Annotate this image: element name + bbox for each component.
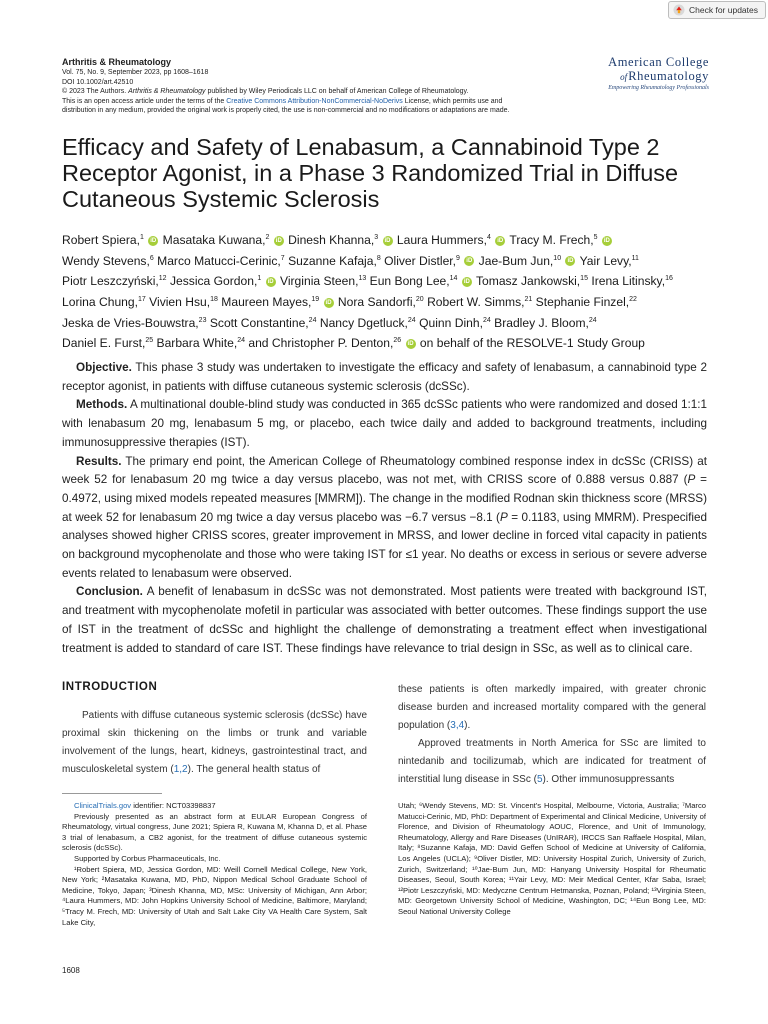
logo-line-1: American College — [608, 55, 709, 69]
logo-tagline: Empowering Rheumatology Professionals — [608, 85, 709, 91]
abstract-results: Results. The primary end point, the American College of Rheumatology combined response index in dcSSc (CRISS) at week 52 for lenabasum 20 mg twice a day versus placebo, was not met, with CRISS score of 0.888 versus 0.887 (P = 0.4972, using mixed models repeated measures [MMRM]). The change in the modified Rodnan skin thickness score (MRSS) at week 52 for lenabasum 20 mg twice a day versus placebo was −6.7 versus −8.1 (P = 0.1183, using MMRM). Prespecified analyses showed higher CRISS scores, greater improvement in MRSS, and lower decline in forced vital capacity in patients on background mycophenolate and those who were taking IST for ≤1 year. No deaths or excess in serious or severe adverse events related to lenabasum were observed. — [62, 454, 708, 580]
logo-line-2: ofRheumatology — [620, 69, 709, 83]
journal-name: Arthritis & Rheumatology — [62, 57, 172, 67]
license-line: This is an open access article under the terms of the Creative Commons Attribution-NonCommercial-NoDerivs License, which permits use and — [62, 97, 503, 105]
affiliations-left: ¹Robert Spiera, MD, Jessica Gordon, MD: Weill Cornell Medical College, New York, New York; ²Masataka Kuwana, MD, PhD, Nippon Medical School Graduate School of Medicine, Tokyo, Japan; ³Dinesh Khanna, MD, MSc: University of Michigan, Ann Arbor; ⁴Laura Hummers, MD: John Hopkins University School of Medicine, Baltimore, Maryland; ⁵Tracy M. Frech, MD: University of Utah and Salt Lake City VA Health Care System, Salt Lake City, — [62, 864, 367, 927]
article-title: Efficacy and Safety of Lenabasum, a Cannabinoid Type 2 Receptor Agonist, in a Phase 3 Randomized Trial in Diffuse Cutaneous Systemic Sclerosis — [62, 134, 679, 212]
presented-note: Previously presented as an abstract form at EULAR European Congress of Rheumatology, virtual congress, June 2021; Spiera R, Kuwana M, Khanna D, et al. Phase 3 trial of lenabasum, a CB2 agonist, for the treatment of diffuse cutaneous systemic sclerosis (dcSSc). — [62, 811, 367, 853]
abstract-objective: Objective. This phase 3 study was undertaken to investigate the efficacy and safety of lenabasum, a cannabinoid type 2 receptor agonist, in patients with diffuse cutaneous systemic sclerosis (dcSSc). — [62, 361, 707, 393]
footnotes-left — [62, 801, 367, 928]
trial-identifier: ClinicalTrials.gov identifier: NCT03398837 — [74, 801, 216, 810]
orcid-icon[interactable]: iD — [407, 340, 414, 347]
license-line-2: distribution in any medium, provided the original work is properly cited, the use is non-commercial and no modifications or adaptations are made. — [62, 107, 510, 115]
footnote-divider — [62, 793, 162, 794]
copyright-line: © 2023 The Authors. Arthritis & Rheumatology published by Wiley Periodicals LLC on behalf of American College of Rheumatology. — [62, 88, 469, 96]
article-meta — [62, 57, 622, 116]
orcid-icon[interactable]: iD — [567, 258, 574, 265]
license-link[interactable]: Creative Commons Attribution-NonCommercial-NoDerivs — [226, 97, 403, 105]
volume-info: Vol. 75, No. 9, September 2023, pp 1608–1618 — [62, 69, 209, 76]
orcid-icon[interactable]: iD — [497, 237, 504, 244]
reference-link[interactable]: 3,4 — [450, 720, 465, 731]
orcid-icon[interactable]: iD — [384, 237, 391, 244]
check-updates-label: Check for updates — [689, 5, 758, 15]
reference-link[interactable]: 5 — [536, 774, 543, 785]
orcid-icon[interactable]: iD — [275, 237, 282, 244]
affiliations-right: Utah; ⁶Wendy Stevens, MD: St. Vincent's Hospital, Melbourne, Victoria, Australia; ⁷Marco Matucci-Cerinic, MD, PhD: Department of Experimental and Clinical Medicine, University of Florence, and Division of Rheumatology AOUC, Florence, and Unit of Immunology, Rheumatology, Allergy and Rare Diseases (UnIRAR), IRCCS San Raffaele Hospital, Milan, Italy; ⁸Suzanne Kafaja, MD: David Geffen School of Medicine at University of California, Los Angeles (UCLA); ⁹Oliver Distler, MD: University Hospital Zurich, University of Zurich, Zurich, Switzerland; ¹⁰Jae-Bum Jun, MD: Hanyang University Hospital for Rheumatic Diseases, Seoul, South Korea; ¹¹Yair Levy, MD: Meir Medical Center, Kfar Saba, Israel; ¹²Piotr Leszczyński, MD: Medyczne Centrum Hetmanska, Poznan, Poland; ¹³Virginia Steen, MD: Georgetown University School of Medicine, Washington, DC; ¹⁴Eun Bong Lee, MD: Seoul National University College — [398, 801, 706, 916]
study-group: on behalf of the RESOLVE-1 Study Group — [419, 336, 645, 351]
orcid-icon[interactable]: iD — [267, 279, 274, 286]
acr-logo — [579, 55, 709, 92]
orcid-icon[interactable]: iD — [150, 237, 157, 244]
check-updates-icon — [673, 4, 685, 16]
orcid-icon[interactable]: iD — [466, 258, 473, 265]
clinicaltrials-link[interactable]: ClinicalTrials.gov — [74, 801, 132, 810]
reference-link[interactable]: 1,2 — [173, 764, 188, 775]
author-list: Robert Spiera,$^1$ iD Masataka Kuwana,$^2$ iD Dinesh Khanna,$^3$ iD Laura Hummers,$^4$ iD Tracy M. Frech,$^5$ iD Wendy Stevens,$^6$ Marco Matucci-Cerinic,$^7$ Suzanne Kafaja,$^8$ Oliver Distler,$^9$ iD Jae-Bum Jun,$^{10}$ iD Yair Levy,$^{11}$ Piotr Leszczyński,$^{12}$ Jessica Gordon,$^1$ iD Virginia Steen,$^{13}$ Eun Bong Lee,$^{14}$ iD Tomasz Jankowski,$^{15}$ Irena Litinsky,$^{16}$ Lorina Chung,$^{17}$ Vivien Hsu,$^{18}$ Maureen Mayes,$^{19}$ iD Nora Sandorfi,$^{20}$ Robert W. Simms,$^{21}$ Stephanie Finzel,$^{22}$ Jeska de Vries-Bouwstra,$^{23}$ Scott Constantine,$^{24}$ Nancy Dgetluck,$^{24}$ Quinn Dinh,$^{24}$ Bradley J. Bloom,$^{24}$ Daniel E. Furst,$^{25}$ Barbara White,$^{24}$ and Christopher P. Denton,$^{26}$ iD on behalf of the RESOLVE-1 Study Group — [62, 233, 673, 351]
intro-paragraph-1: Patients with diffuse cutaneous systemic sclerosis (dcSSc) have proximal skin thickening on the limbs or trunk and variable involvement of the lungs, heart, kidneys, gastrointestinal tract, and musculoskeletal system (1,2). The general health status of — [62, 710, 367, 775]
orcid-icon[interactable]: iD — [325, 299, 332, 306]
abstract-conclusion: Conclusion. A benefit of lenabasum in dcSSc was not demonstrated. Most patients were treated with background IST, and treatment with mycophenolate mofetil in particular was associated with better outcomes. These findings support the use of IST in the treatment of dcSSc and highlight the challenge of demonstrating a treatment effect when investigational treatment is added to standard of care IST. These findings have relevance to trial design in SSc, as well as to clinical care. — [62, 585, 707, 655]
support-note: Supported by Corbus Pharmaceuticals, Inc. — [74, 853, 221, 863]
introduction-right-column — [398, 681, 706, 789]
doi: DOI 10.1002/art.42510 — [62, 78, 134, 86]
intro-paragraph-2: these patients is often markedly impaired, with greater chronic disease burden and increased mortality compared with the general population (3,4). — [398, 684, 706, 731]
check-for-updates-button[interactable] — [668, 1, 766, 19]
intro-paragraph-3: Approved treatments in North America for SSc are limited to nintedanib and tocilizumab, which are indicated for treatment of interstitial lung disease in SSc (5). Other immunosuppressants — [398, 738, 706, 785]
introduction-left-column — [62, 681, 367, 779]
orcid-icon[interactable]: iD — [463, 279, 470, 286]
page-number: 1608 — [62, 966, 80, 975]
introduction-heading: INTRODUCTION — [62, 681, 158, 693]
abstract — [62, 359, 707, 658]
footnotes-right — [398, 801, 706, 918]
orcid-icon[interactable]: iD — [603, 237, 610, 244]
abstract-methods: Methods. A multinational double-blind study was conducted in 365 dcSSc patients who were randomized and dosed 1:1:1 with lenabasum 20 mg, lenabasum 5 mg, or placebo, each twice daily and added to background treatments, including immunosuppressive therapies (IST). — [62, 398, 707, 449]
